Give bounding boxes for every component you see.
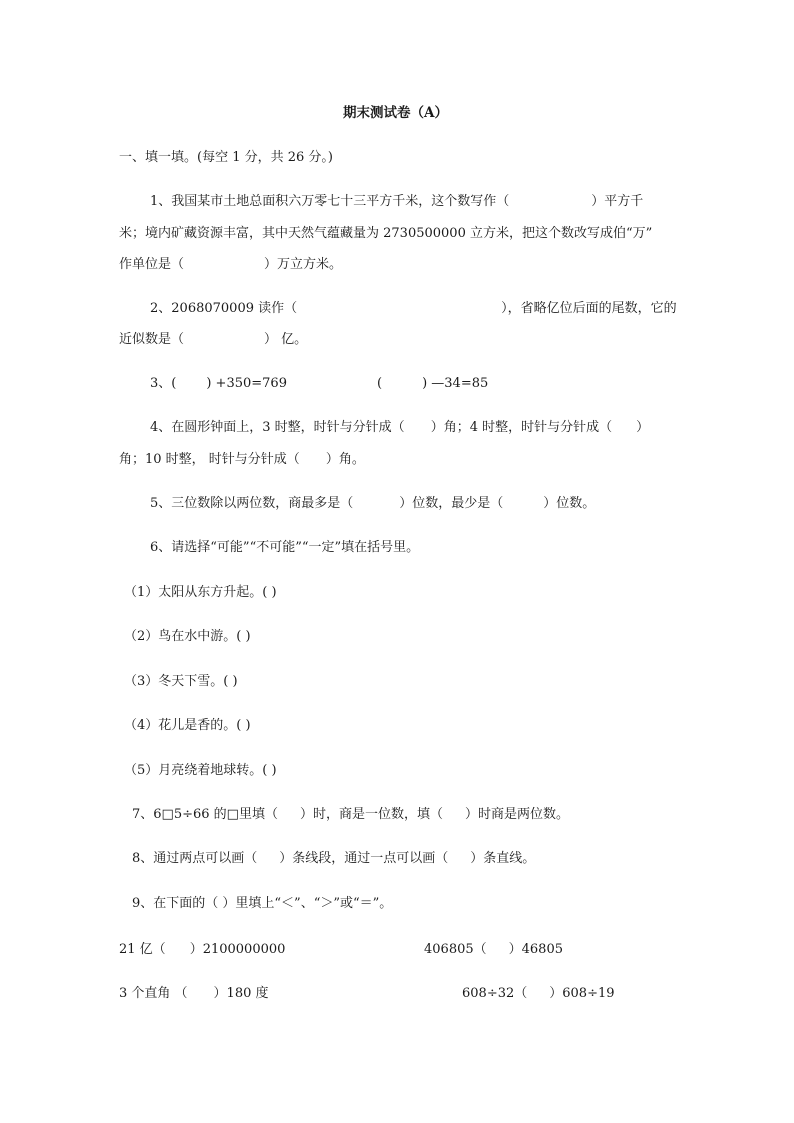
question-text: 近似数是（ (119, 332, 185, 347)
question-text: 1、我国某市土地总面积六万零七十三平方千米，这个数写作（ (150, 194, 510, 209)
question-1-line-1 (150, 193, 643, 211)
question-text: ）时商是两位数。 (464, 807, 569, 822)
question-6-item: （5）月亮绕着地球转。( ) (124, 763, 277, 778)
question-text: 2、2068070009 读作（ (150, 301, 298, 316)
question-8 (132, 850, 535, 868)
question-text: 21 亿（ (119, 942, 166, 957)
question-text: ）180 度 (213, 986, 269, 1001)
compare-item (119, 985, 269, 1003)
question-text: ( (377, 376, 383, 391)
question-text: ）万立方米。 (264, 257, 343, 272)
compare-item (462, 985, 615, 1003)
question-text: 7、6□5÷66 的□里填（ (132, 807, 278, 822)
question-text: 角；10 时整， 时针与分针成（ (119, 452, 300, 467)
question-text: 3、( (150, 376, 177, 391)
question-text: ）位数。 (543, 496, 596, 511)
compare-item (424, 941, 563, 959)
question-text: ）时，商是一位数，填（ (299, 807, 443, 822)
question-9-stem: 9、在下面的（ ）里填上“＜”、“＞”或“＝”。 (132, 896, 393, 911)
question-text: ）条线段，通过一点可以画（ (279, 851, 449, 866)
question-text: 作单位是（ (119, 257, 185, 272)
question-4-line-2 (119, 451, 365, 469)
question-text: ） 亿。 (264, 332, 308, 347)
question-text: ） (636, 420, 650, 435)
question-text: ）46805 (508, 942, 563, 957)
question-6-item: （1）太阳从东方升起。( ) (124, 585, 277, 600)
question-1-line-3 (119, 256, 342, 274)
question-text: ）角。 (325, 452, 365, 467)
question-1-line-2: 米；境内矿藏资源丰富，其中天然气蕴藏量为 2730500000 立方米，把这个数改写成伯“万” (119, 226, 653, 241)
question-text: ) —34=85 (422, 376, 489, 391)
question-2-line-2 (119, 331, 307, 349)
question-6-item: （3）冬天下雪。( ) (124, 674, 238, 689)
question-text: ）2100000000 (189, 942, 286, 957)
question-5 (150, 495, 595, 513)
compare-item (119, 941, 285, 959)
question-text: 8、通过两点可以画（ (132, 851, 258, 866)
question-text: ) +350=769 (206, 376, 287, 391)
section-heading: 一、填一填。(每空 1 分，共 26 分。) (119, 150, 333, 165)
question-text: 4、在圆形钟面上，3 时整，时针与分针成（ (150, 420, 405, 435)
question-2-line-1 (150, 300, 677, 318)
question-text: ）角；4 时整，时针与分针成（ (430, 420, 613, 435)
question-text: 608÷32（ (462, 986, 528, 1001)
question-text: ）位数，最少是（ (399, 496, 504, 511)
question-6-stem: 6、请选择“可能”“不可能”“一定”填在括号里。 (150, 540, 420, 555)
question-text: 406805（ (424, 942, 487, 957)
question-3-part-b (377, 375, 488, 393)
question-text: ），省略亿位后面的尾数，它的 (501, 301, 677, 316)
question-3-part-a (150, 375, 287, 393)
question-4-line-1 (150, 419, 649, 437)
question-6-item: （2）鸟在水中游。( ) (124, 629, 251, 644)
question-7 (132, 806, 569, 824)
question-text: 5、三位数除以两位数，商最多是（ (150, 496, 354, 511)
question-text: ）平方千 (591, 194, 644, 209)
question-text: ）条直线。 (470, 851, 536, 866)
question-text: ）608÷19 (549, 986, 615, 1001)
question-text: 3 个直角 （ (119, 986, 188, 1001)
question-6-item: （4）花儿是香的。( ) (124, 718, 251, 733)
page-title: 期末测试卷（A） (343, 105, 448, 121)
